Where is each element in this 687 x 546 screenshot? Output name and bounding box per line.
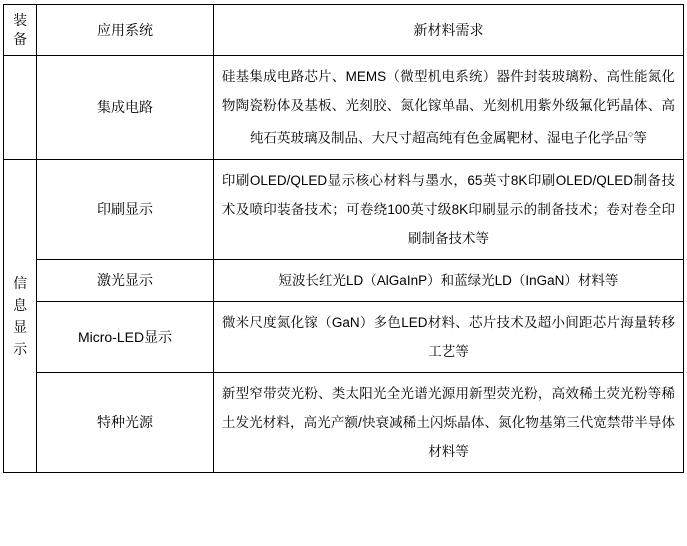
needs-text-tail: 等 (633, 130, 647, 146)
column-header-system: 应用系统 (37, 5, 214, 56)
needs-text: 硅基集成电路芯片、MEMS（微型机电系统）器件封装玻璃粉、高性能氮化物陶瓷粉体及基板、光刻胶、氮化镓单晶、光刻机用紫外级氟化钙晶体、高纯石英玻璃及制品、大尺寸超高纯有色金属靶材、湿电子化学品 (221, 69, 675, 146)
system-cell: Micro-LED显示 (37, 301, 214, 372)
system-cell: 特种光源 (37, 372, 214, 472)
needs-superscript: ○ (627, 129, 634, 139)
system-cell: 印刷显示 (37, 159, 214, 259)
materials-requirements-table (3, 4, 684, 473)
table-row (4, 56, 684, 160)
system-cell: 激光显示 (37, 259, 214, 301)
needs-cell: 印刷OLED/QLED显示核心材料与墨水，65英寸8K印刷OLED/QLED制备技术及喷印装备技术；可卷绕100英寸级8K印刷显示的制备技术；卷对卷全印刷制备技术等 (213, 159, 683, 259)
column-header-needs: 新材料需求 (213, 5, 683, 56)
group-label-blank (4, 56, 37, 160)
table-row (4, 301, 684, 372)
table-header-row (4, 5, 684, 56)
column-header-equipment: 装 备 (4, 5, 37, 56)
document-page (0, 4, 687, 546)
group-label-information-display: 信 息 显 示 (4, 159, 37, 472)
needs-cell: 微米尺度氮化镓（GaN）多色LED材料、芯片技术及超小间距芯片海量转移工艺等 (213, 301, 683, 372)
needs-cell: 短波长红光LD（AlGaInP）和蓝绿光LD（InGaN）材料等 (213, 259, 683, 301)
needs-cell (213, 56, 683, 160)
table-row (4, 259, 684, 301)
needs-cell: 新型窄带荧光粉、类太阳光全光谱光源用新型荧光粉，高效稀土荧光粉等稀土发光材料，高光产额/快衰减稀土闪烁晶体、氮化物基第三代宽禁带半导体材料等 (213, 372, 683, 472)
table-row (4, 159, 684, 259)
system-cell: 集成电路 (37, 56, 214, 160)
table-row (4, 372, 684, 472)
